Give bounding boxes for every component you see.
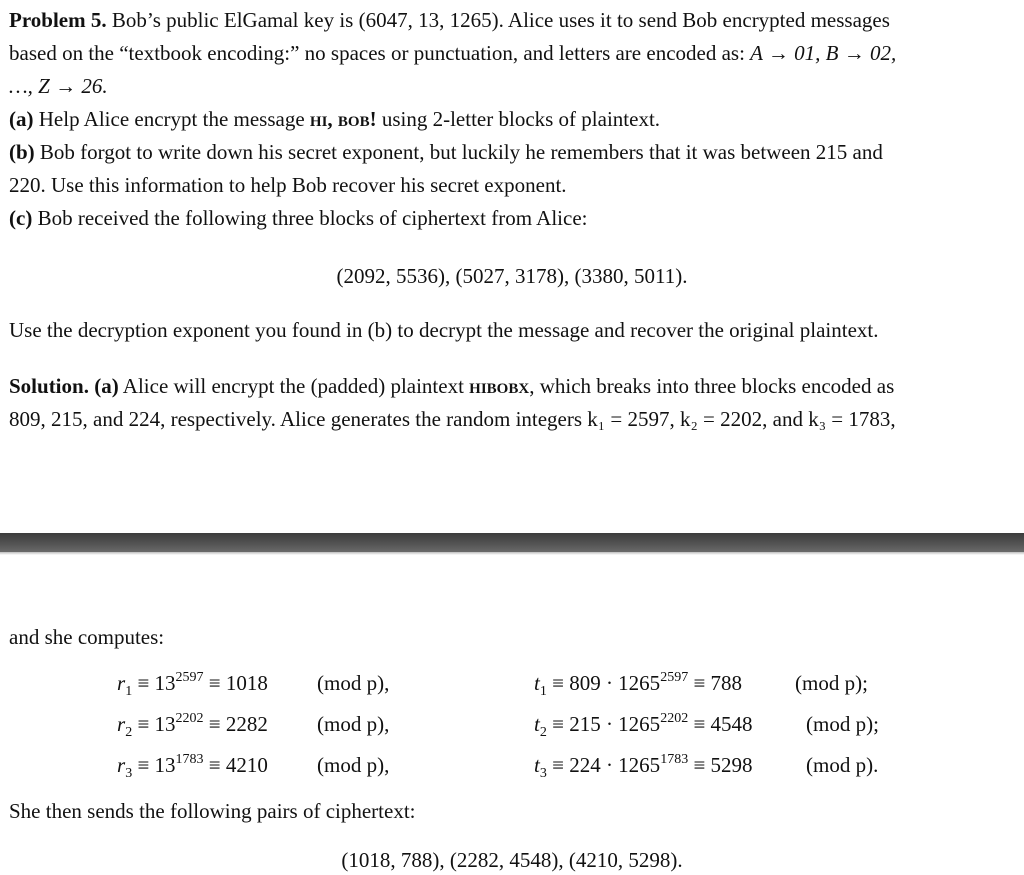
page-break-shadow: [0, 552, 1024, 555]
part-b-text: Bob forgot to write down his secret exponent, but luckily he remembers that it was between 215 and: [34, 140, 883, 164]
part-a-text: Help Alice encrypt the message: [33, 107, 310, 131]
part-a: [9, 109, 660, 130]
r-exp: 1783: [175, 752, 204, 767]
t-result: 788: [710, 671, 743, 695]
r-var: r: [117, 671, 126, 695]
r-base: 13: [154, 712, 176, 736]
r-equation-1: $r_1 \equiv 13^{2597} \equiv 1018$: [117, 670, 268, 699]
part-b-line-1: [9, 142, 883, 163]
r-result: 2282: [225, 712, 268, 736]
part-b-label: (b): [9, 140, 35, 164]
t-sub: 2: [539, 725, 547, 740]
page-break-bar: [0, 533, 1024, 552]
problem-heading: Problem 5.: [9, 8, 107, 32]
t-sub: 1: [539, 684, 547, 699]
t-mod-3: (mod p).: [806, 753, 879, 777]
cipher-blocks: (2092, 5536), (5027, 3178), (3380, 5011).: [336, 264, 688, 288]
encoding-text: based on the “textbook encoding:” no spaces or punctuation, and letters are encoded as:: [9, 41, 751, 65]
part-c: [9, 208, 587, 229]
padded-plaintext: hibobx: [469, 374, 530, 398]
part-c-text: Bob received the following three blocks of ciphertext from Alice:: [32, 206, 588, 230]
solution-line-1: [9, 376, 894, 397]
computes-line: and she computes:: [9, 625, 165, 649]
t-exp: 1783: [660, 752, 689, 767]
solution-text-end: , which breaks into three blocks encoded as: [529, 374, 895, 398]
t-exp: 2202: [660, 711, 689, 726]
solution-a-label: (a): [94, 374, 119, 398]
r-sub: 1: [125, 684, 133, 699]
r-base: 13: [154, 753, 176, 777]
t-equation-1: $t_1 \equiv 809 \cdot 1265^{2597} \equiv 788$: [534, 670, 743, 699]
t-var: t: [534, 712, 540, 736]
sends-line: She then sends the following pairs of ciphertext:: [9, 799, 416, 823]
r-result: 1018: [225, 671, 268, 695]
solution-text: Alice will encrypt the (padded) plaintext: [118, 374, 470, 398]
t-var: t: [534, 753, 540, 777]
encoding-end: …, Z → 26.: [9, 74, 108, 98]
r-var: r: [117, 753, 126, 777]
part-b-line-2: [9, 175, 567, 196]
problem-line-3: [9, 76, 108, 97]
solution-line-2: 809, 215, and 224, respectively. Alice generates the random integers k₁ = 2597, k₂ = 2202, and k₃ = 1783,: [9, 407, 896, 431]
solution-heading: Solution.: [9, 374, 89, 398]
t-factor: 809 · 1265: [569, 671, 661, 695]
t-exp: 2597: [660, 670, 689, 685]
r-var: r: [117, 712, 126, 736]
t-mod-2: (mod p);: [806, 712, 879, 736]
part-c-label: (c): [9, 206, 33, 230]
t-equation-2: $t_2 \equiv 215 \cdot 1265^{2202} \equiv 4548$: [534, 711, 753, 740]
t-equation-3: $t_3 \equiv 224 \cdot 1265^{1783} \equiv 5298$: [534, 752, 753, 781]
encoding-math: A → 01, B → 02,: [750, 41, 897, 65]
r-mod-1: (mod p),: [317, 671, 390, 695]
ciphertext-pairs: (1018, 788), (2282, 4548), (4210, 5298).: [341, 848, 683, 872]
t-factor: 215 · 1265: [569, 712, 661, 736]
t-factor: 224 · 1265: [569, 753, 661, 777]
r-exp: 2597: [175, 670, 204, 685]
r-mod-3: (mod p),: [317, 753, 390, 777]
part-b-text-2: 220. Use this information to help Bob recover his secret exponent.: [9, 173, 567, 197]
message-hi-bob: hi, bob!: [309, 107, 377, 131]
r-equation-2: $r_2 \equiv 13^{2202} \equiv 2282$: [117, 711, 268, 740]
t-sub: 3: [539, 766, 547, 781]
r-base: 13: [154, 671, 176, 695]
r-result: 4210: [225, 753, 268, 777]
part-a-text-end: using 2-letter blocks of plaintext.: [376, 107, 661, 131]
r-equation-3: $r_3 \equiv 13^{1783} \equiv 4210$: [117, 752, 268, 781]
r-exp: 2202: [175, 711, 204, 726]
t-result: 5298: [710, 753, 753, 777]
instruction: Use the decryption exponent you found in (b) to decrypt the message and recover the original plaintext.: [9, 318, 879, 342]
r-sub: 3: [125, 766, 133, 781]
part-a-label: (a): [9, 107, 34, 131]
r-mod-2: (mod p),: [317, 712, 390, 736]
t-mod-1: (mod p);: [795, 671, 868, 695]
t-var: t: [534, 671, 540, 695]
r-sub: 2: [125, 725, 133, 740]
problem-line-2: [9, 43, 896, 64]
t-result: 4548: [710, 712, 753, 736]
problem-intro: Bob’s public ElGamal key is (6047, 13, 1265). Alice uses it to send Bob encrypted messages: [106, 8, 890, 32]
problem-line-1: [9, 10, 890, 31]
